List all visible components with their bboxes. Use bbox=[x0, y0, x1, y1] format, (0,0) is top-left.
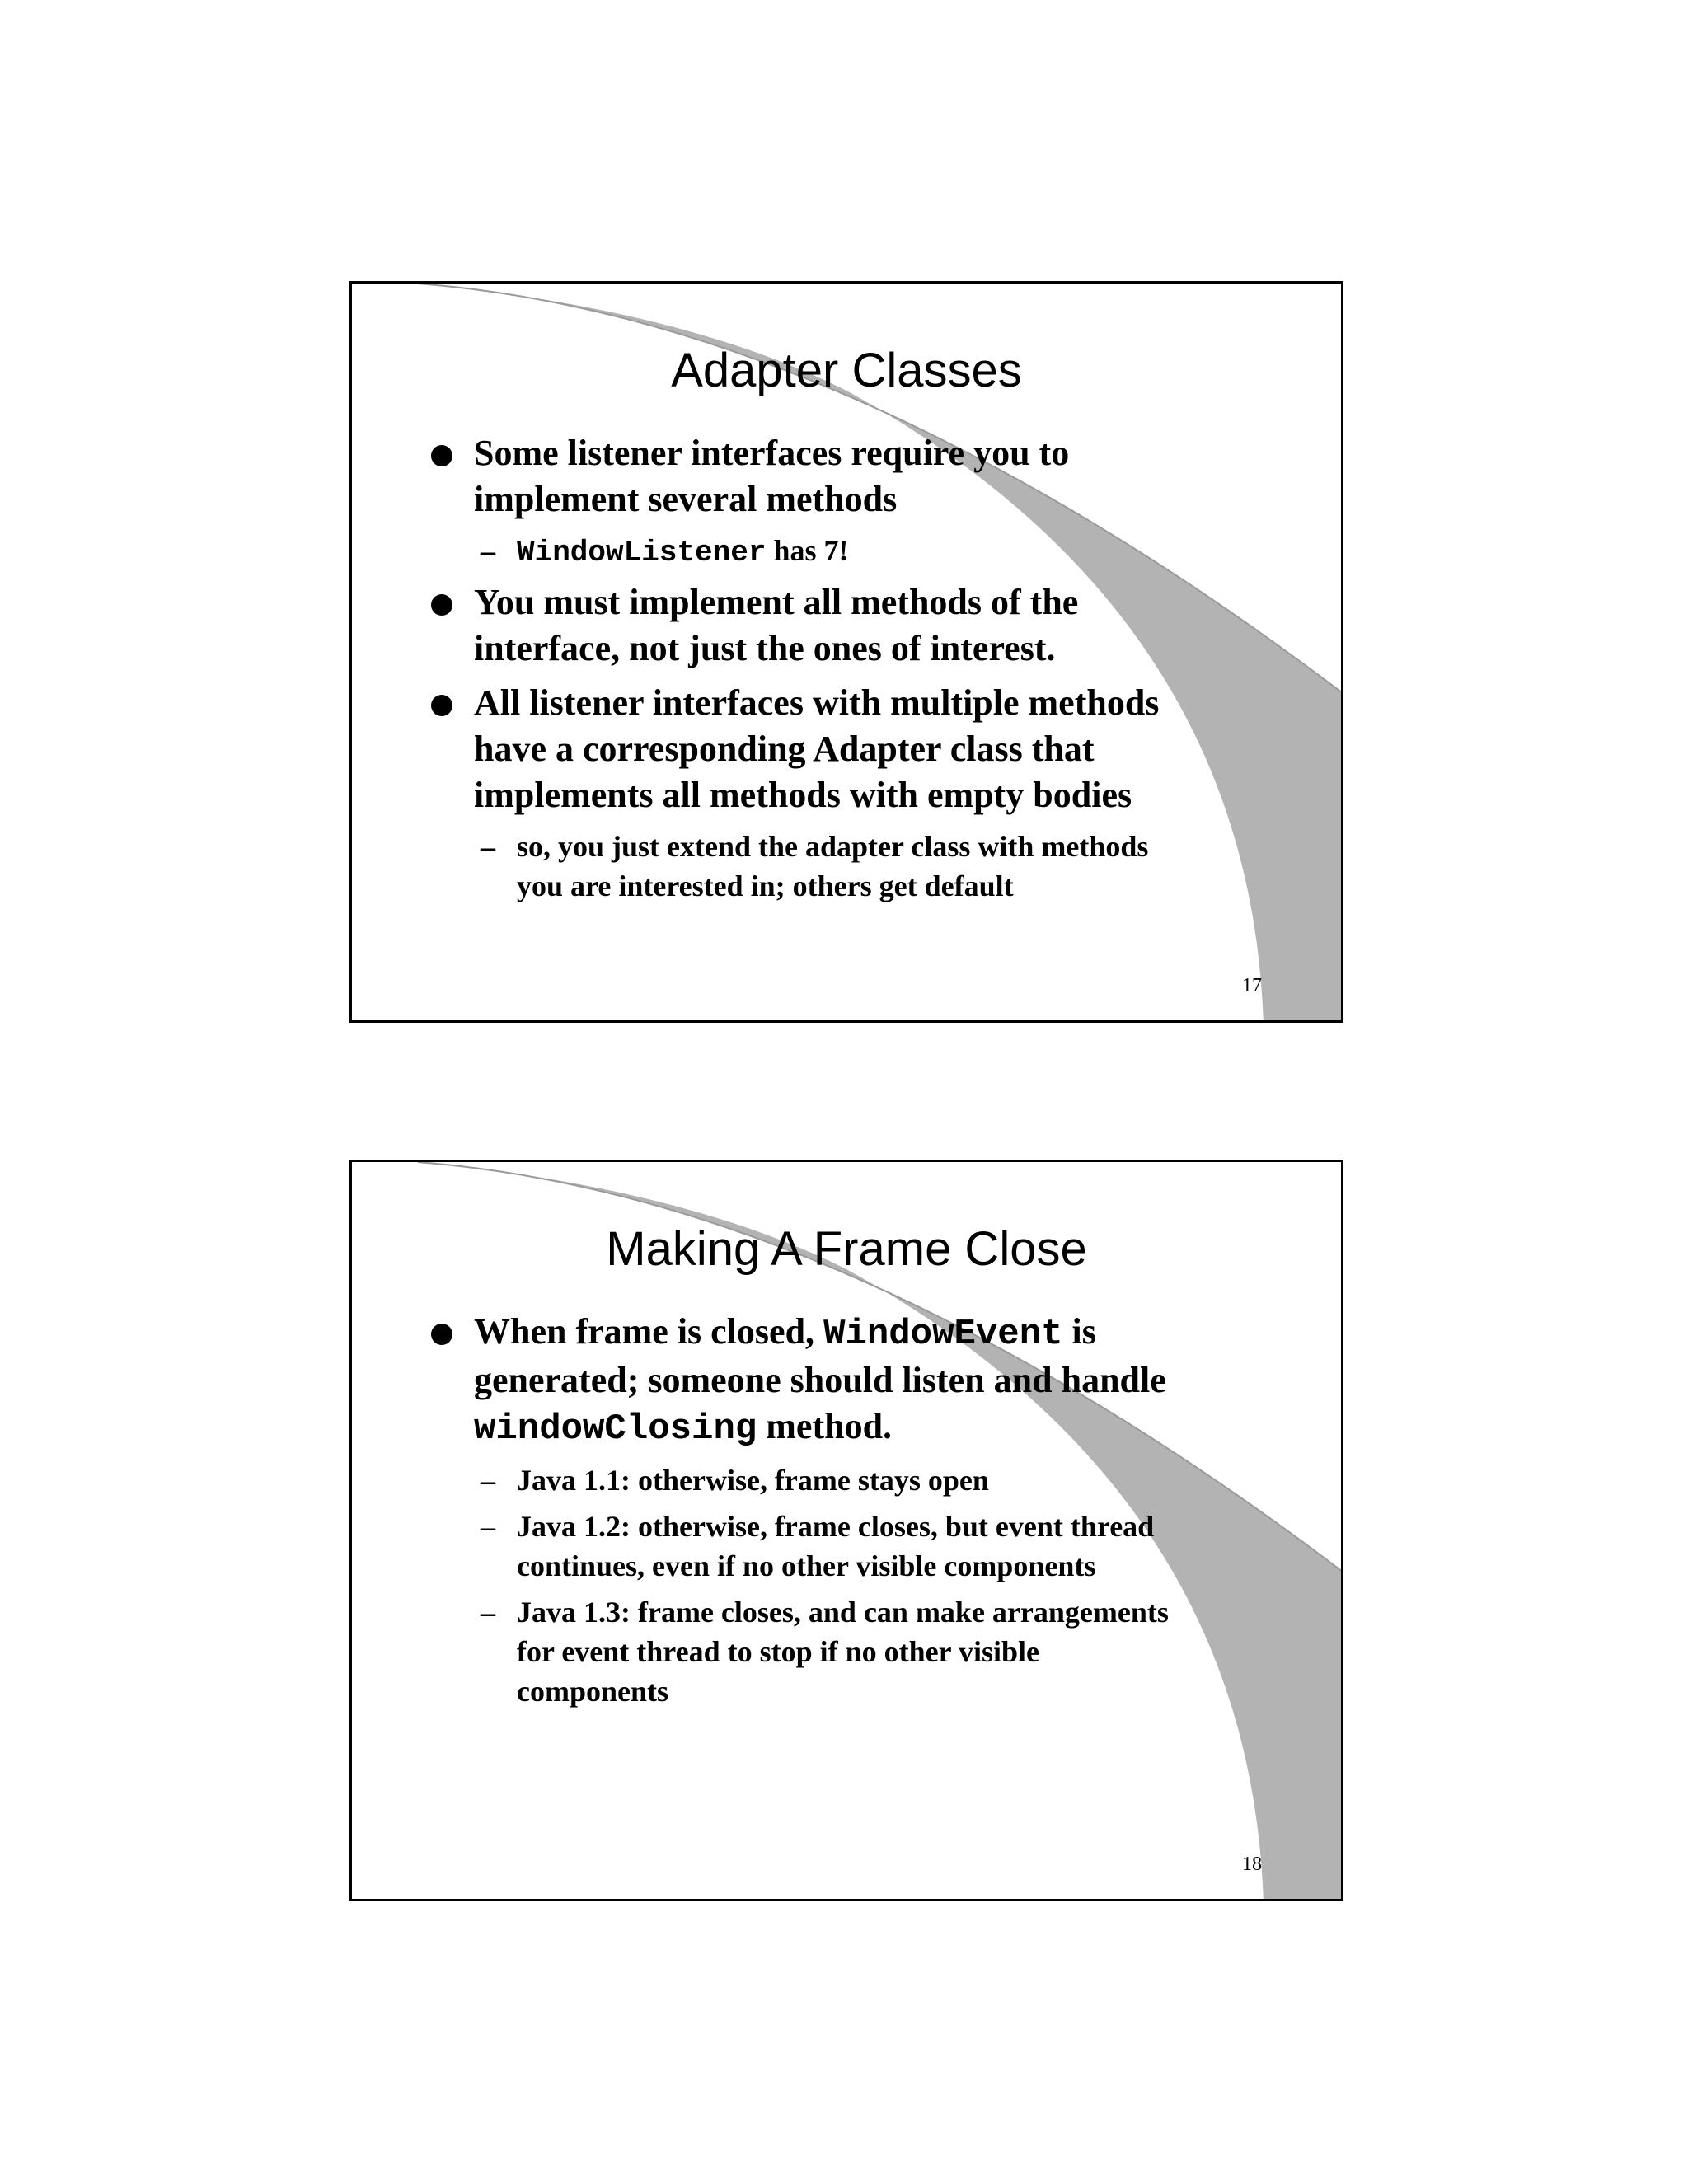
bullet-item: You must implement all methods of the interface, not just the ones of interest. bbox=[431, 579, 1288, 672]
sub-bullet-item: – WindowListener has 7! bbox=[481, 534, 849, 569]
bullet-item: When frame is closed, WindowEvent is generated; someone should listen and handle windowClosing method. bbox=[431, 1309, 1288, 1452]
slide-17 bbox=[349, 281, 1343, 1023]
bullet-item: All listener interfaces with multiple methods have a corresponding Adapter class that implements all methods with empty bodies bbox=[431, 680, 1288, 818]
bullet-dot-icon bbox=[431, 695, 452, 716]
bullet-item: Some listener interfaces require you to implement several methods bbox=[431, 430, 1288, 523]
sub-bullet-item: – Java 1.2: otherwise, frame closes, but event thread continues, even if no other visible components bbox=[481, 1510, 1155, 1582]
page-number: 17 bbox=[1242, 975, 1262, 996]
bullet-dot-icon bbox=[431, 594, 452, 616]
sub-bullet-item: – so, you just extend the adapter class with methods you are interested in; others get default bbox=[481, 830, 1149, 902]
bullet-dot-icon bbox=[431, 1324, 452, 1345]
sub-bullet-item: – Java 1.1: otherwise, frame stays open bbox=[481, 1464, 989, 1497]
slide-content bbox=[431, 1309, 1288, 1718]
slide-title: Adapter Classes bbox=[671, 344, 1022, 397]
slide-title: Making A Frame Close bbox=[606, 1222, 1087, 1276]
slide-content bbox=[431, 430, 1288, 912]
page-number: 18 bbox=[1242, 1854, 1262, 1875]
sub-bullet-item: – Java 1.3: frame closes, and can make arrangements for event thread to stop if no other visible components bbox=[481, 1596, 1169, 1708]
slide-18 bbox=[349, 1160, 1343, 1901]
bullet-dot-icon bbox=[431, 445, 452, 466]
